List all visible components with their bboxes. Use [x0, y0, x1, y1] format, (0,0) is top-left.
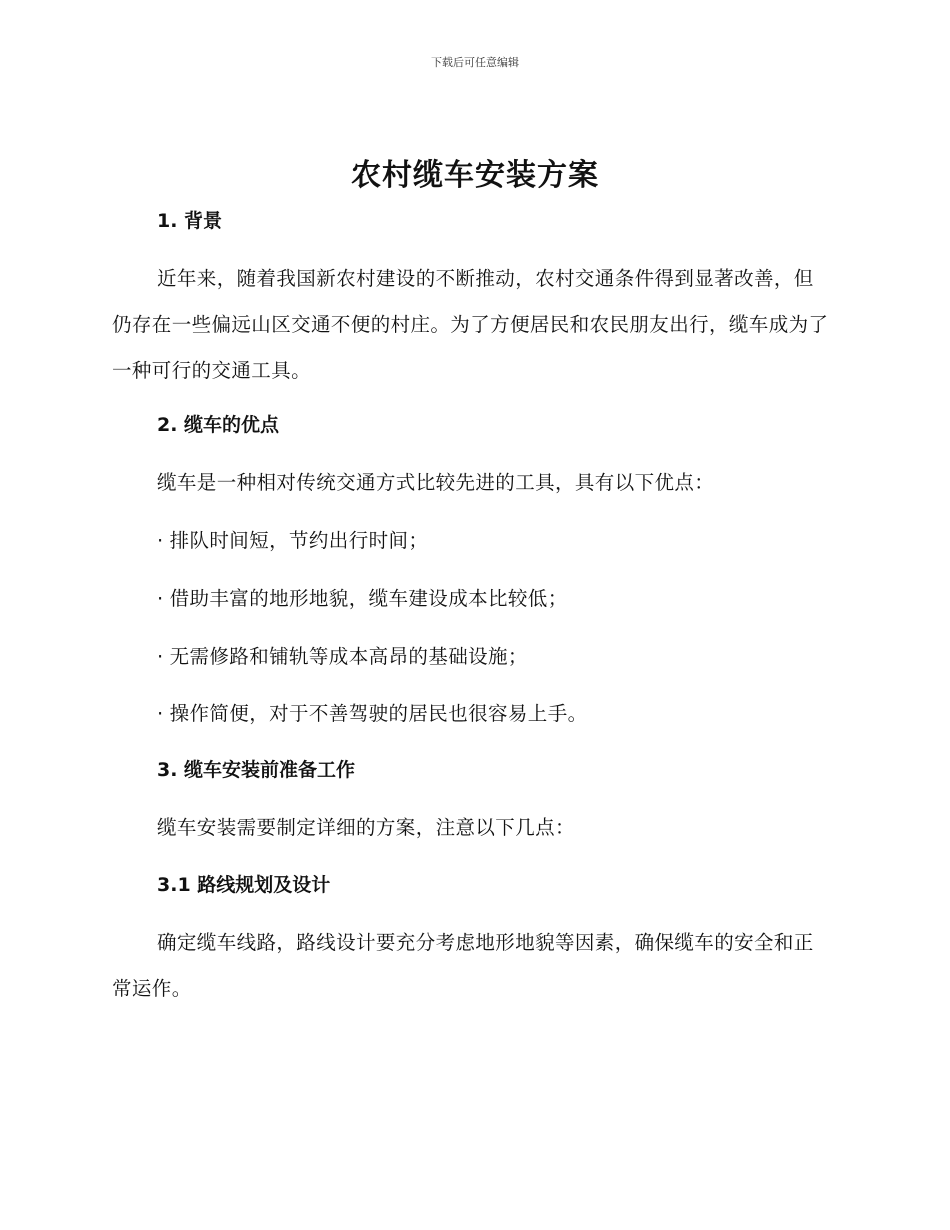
section-heading-advantages: 2. 缆车的优点 — [157, 414, 280, 436]
bullet-text: 操作简便，对于不善驾驶的居民也很容易上手。 — [169, 702, 588, 725]
bullet-text: 排队时间短，节约出行时间； — [169, 529, 429, 552]
bullet-marker: · — [157, 587, 164, 610]
bullet-marker: · — [157, 645, 164, 668]
section-heading-preparation: 3. 缆车安装前准备工作 — [157, 759, 356, 781]
preparation-intro: 缆车安装需要制定详细的方案，注意以下几点： — [157, 816, 575, 839]
bullet-marker: · — [157, 702, 164, 725]
section-heading-background: 1. 背景 — [157, 210, 223, 232]
bullet-text: 借助丰富的地形地貌，缆车建设成本比较低； — [169, 587, 568, 610]
advantages-intro: 缆车是一种相对传统交通方式比较先进的工具，具有以下优点： — [157, 471, 715, 494]
route-planning-paragraph: 确定缆车线路，路线设计要充分考虑地形地貌等因素，确保缆车的安全和正常运作。 — [112, 931, 814, 1000]
header-note: 下载后可任意编辑 — [431, 56, 519, 69]
bullet-text: 无需修路和铺轨等成本高昂的基础设施； — [169, 645, 528, 668]
section-heading-route-planning: 3.1 路线规划及设计 — [157, 874, 331, 896]
advantage-bullet-item — [157, 531, 428, 551]
advantage-bullet-item — [157, 589, 568, 609]
advantage-bullet-item — [157, 647, 528, 667]
document-title: 农村缆车安装方案 — [351, 158, 599, 193]
bullet-marker: · — [157, 529, 164, 552]
advantage-bullet-item — [157, 704, 588, 724]
background-paragraph: 近年来，随着我国新农村建设的不断推动，农村交通条件得到显著改善，但仍存在一些偏远山区交通不便的村庄。为了方便居民和农民朋友出行，缆车成为了一种可行的交通工具。 — [112, 267, 829, 382]
